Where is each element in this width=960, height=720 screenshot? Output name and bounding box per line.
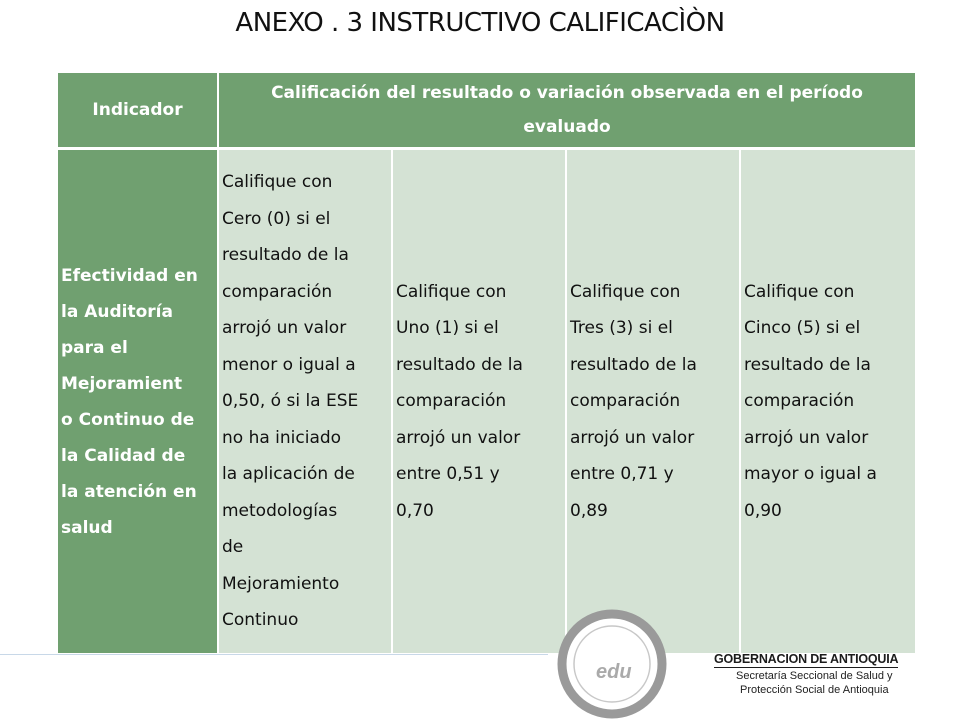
criterion-line: resultado de la — [570, 354, 697, 375]
org-line-2: Protección Social de Antioquia — [740, 684, 889, 696]
seal-text: edu — [596, 661, 632, 683]
header-indicator: Indicador — [58, 73, 219, 150]
indicator-line: salud — [61, 517, 113, 538]
criterion-line: 0,70 — [396, 500, 434, 521]
footer-divider — [0, 654, 548, 655]
criterion-line: entre 0,51 y — [396, 464, 500, 485]
indicator-line: Mejoramient — [61, 373, 183, 394]
indicator-line: para el — [61, 337, 128, 358]
criterion-line: Uno (1) si el — [396, 318, 499, 339]
criterion-line: comparación — [222, 281, 333, 302]
criterion-line: 0,50, ó si la ESE — [222, 391, 359, 412]
criterion-line: Tres (3) si el — [570, 318, 673, 339]
criterion-line: Cinco (5) si el — [744, 318, 861, 339]
criterion-line: arrojó un valor — [570, 427, 695, 448]
criterion-line: menor o igual a — [222, 354, 356, 375]
seal-logo-icon — [556, 608, 668, 720]
org-line-1: Secretaría Seccional de Salud y — [736, 670, 893, 682]
criterion-cell-score-3 — [567, 150, 741, 653]
grading-table — [58, 73, 915, 653]
criterion-line: 0,90 — [744, 500, 782, 521]
indicator-line: o Continuo de — [61, 409, 195, 430]
criterion-line: Mejoramiento — [222, 573, 340, 594]
indicator-line: Efectividad en — [61, 265, 198, 286]
criterion-line: arrojó un valor — [744, 427, 869, 448]
criterion-line: comparación — [396, 391, 507, 412]
criterion-line: mayor o igual a — [744, 464, 877, 485]
criterion-line: Califique con — [744, 281, 855, 302]
criterion-line: resultado de la — [396, 354, 523, 375]
criterion-line: 0,89 — [570, 500, 608, 521]
criterion-line: no ha iniciado — [222, 427, 342, 448]
criterion-line: Califique con — [396, 281, 507, 302]
criterion-line: Califique con — [222, 172, 333, 193]
criterion-line: resultado de la — [744, 354, 871, 375]
indicator-cell — [58, 150, 219, 653]
criterion-line: metodologías — [222, 500, 338, 521]
criterion-line: la aplicación de — [222, 464, 355, 485]
indicator-line: la atención en — [61, 481, 197, 502]
indicator-line: la Auditoría — [61, 301, 173, 322]
criterion-cell-score-1 — [393, 150, 567, 653]
criterion-line: comparación — [744, 391, 855, 412]
criterion-line: arrojó un valor — [222, 318, 347, 339]
criterion-line: Continuo — [222, 610, 299, 631]
criterion-line: de — [222, 537, 244, 558]
criterion-line: resultado de la — [222, 245, 349, 266]
criterion-line: arrojó un valor — [396, 427, 521, 448]
page-title: ANEXO . 3 INSTRUCTIVO CALIFICACÌÒN — [235, 8, 725, 38]
criterion-line: entre 0,71 y — [570, 464, 674, 485]
criterion-line: Califique con — [570, 281, 681, 302]
criterion-line: comparación — [570, 391, 681, 412]
criterion-cell-score-0 — [219, 150, 393, 653]
footer-logo — [556, 648, 960, 720]
indicator-line: la Calidad de — [61, 445, 186, 466]
header-calificacion: Calificación del resultado o variación observada en el período evaluado — [219, 73, 915, 150]
criterion-cell-score-5 — [741, 150, 915, 653]
org-name: GOBERNACION DE ANTIOQUIA — [714, 652, 899, 666]
criterion-line: Cero (0) si el — [222, 208, 331, 229]
